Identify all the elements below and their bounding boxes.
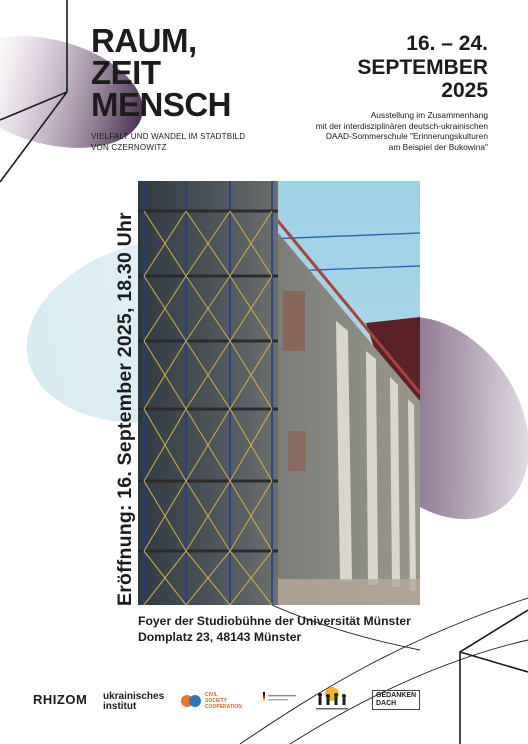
description-line: mit der interdisziplinären deutsch-ukrainischen (315, 120, 488, 131)
institut-text: institut (103, 701, 137, 712)
venue-line: Foyer der Studiobühne der Universität Münster (138, 614, 411, 628)
partner-logos (0, 684, 528, 724)
civil-society-icon (180, 692, 202, 710)
poster-title (91, 22, 232, 123)
gedanken-text: GEDANKEN (376, 692, 417, 699)
dach-text: DACH (376, 700, 397, 707)
poster-subtitle (91, 131, 245, 153)
federal-ministry-logo (262, 691, 298, 711)
exhibition-description (316, 110, 488, 152)
subtitle-line: VIELFALT UND WANDEL IM STADTBILD (91, 132, 246, 141)
title-line: MENSCH (91, 86, 232, 123)
description-line: DAAD-Sommerschule "Erinnerungskulturen (325, 131, 488, 141)
cooperation-text: COOPERATION (205, 704, 242, 710)
rhizom-logo (33, 692, 87, 707)
civil-text: CIVIL (205, 692, 218, 698)
ukrainisches-institut-logo (103, 692, 164, 712)
ukrainisches-text: ukrainisches (103, 691, 165, 702)
society-text: SOCIETY (205, 698, 227, 704)
date-line: 2025 (441, 79, 488, 102)
church-illustration (138, 181, 420, 605)
partner-people-logo (312, 686, 352, 712)
venue-line: Domplatz 23, 48143 Münster (138, 630, 302, 644)
date-line: SEPTEMBER (357, 55, 488, 79)
venue-address (138, 613, 411, 645)
eagle-flag-icon (262, 691, 298, 711)
subtitle-line: VON CZERNOWITZ (91, 143, 167, 152)
date-line: 16. – 24. (406, 32, 488, 55)
rhizom-text: RHIZOM (33, 692, 88, 707)
gedanken-dach-logo (372, 690, 420, 710)
people-icon (312, 686, 352, 712)
title-line: RAUM, (91, 22, 197, 59)
opening-date: Eröffnung: 16. September 2025, 18.30 Uhr (114, 212, 136, 606)
church-photo (138, 181, 420, 605)
description-line: am Beispiel der Bukowina" (388, 141, 488, 152)
description-line: Ausstellung im Zusammenhang (370, 110, 488, 120)
title-line: ZEIT (91, 54, 161, 91)
exhibition-dates (357, 32, 488, 103)
civil-society-logo (180, 692, 242, 710)
